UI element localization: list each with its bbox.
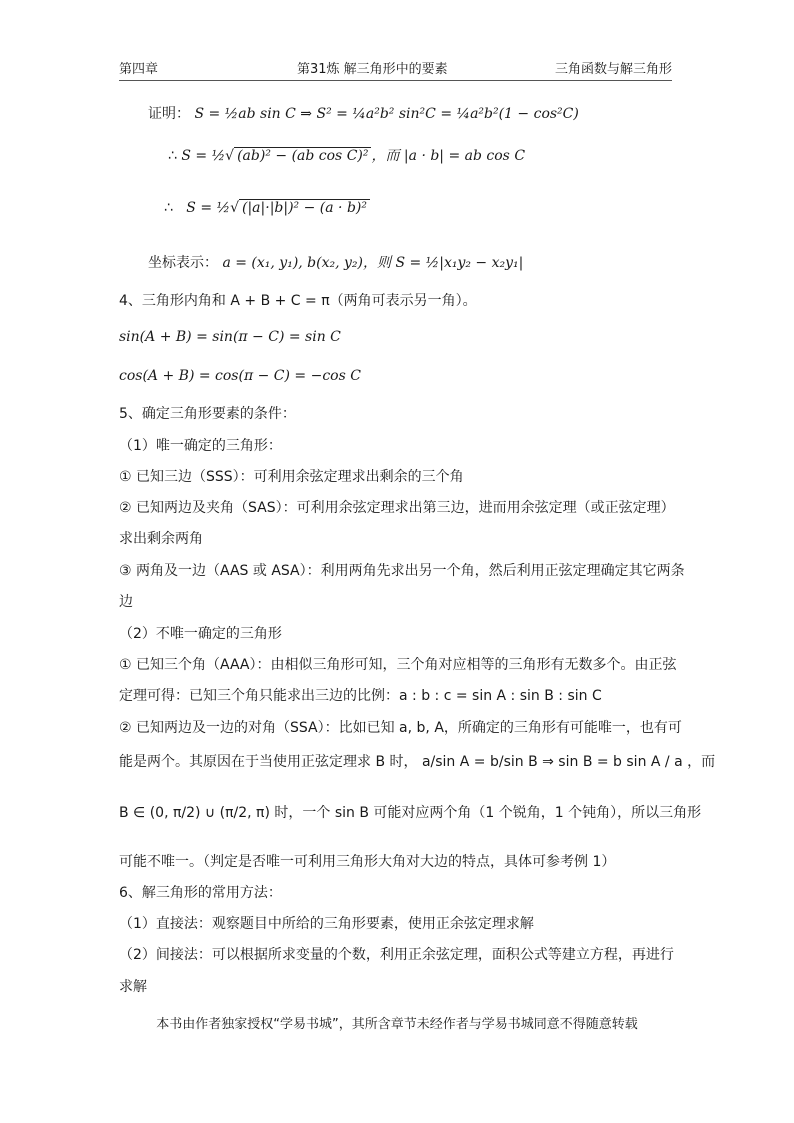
item5-p1: ① 已知三边（SSS）：可利用余弦定理求出剩余的三个角	[119, 469, 464, 485]
item6-method1: （1）直接法：观察题目中所给的三角形要素，使用正余弦定理求解	[119, 916, 534, 932]
item5-q1a: ① 已知三个角（AAA）：由相似三角形可知，三个角对应相等的三角形有无数多个。由正弦	[119, 657, 677, 673]
item5-title: 5、确定三角形要素的条件：	[119, 406, 296, 422]
header-section: 第31炼 解三角形中的要素	[297, 62, 448, 77]
proof-equation-3-root: (|a|·|b|)² − (a · b)²	[239, 199, 370, 216]
item5-p2b: 求出剩余两角	[119, 531, 203, 547]
item5-q1b: 定理可得：已知三个角只能求出三边的比例：a : b : c = sin A : sin B : sin C	[119, 688, 602, 704]
item5-p3a: ③ 两角及一边（AAS 或 ASA）：利用两角先求出另一个角，然后利用正弦定理确定其它两条	[119, 563, 685, 579]
item5-p3b: 边	[119, 594, 133, 610]
item4-title: 4、三角形内角和 A + B + C = π（两角可表示另一角）。	[119, 293, 477, 309]
item5-q2b: 能是两个。其原因在于当使用正弦定理求 B 时， a/sin A = b/sin B ⇒ sin B = b sin A / a ，而	[119, 754, 716, 770]
proof-equation-2-tail: ，而 |a · b| = ab cos C	[371, 148, 526, 164]
proof-line-4	[148, 253, 676, 273]
proof-equation-2-lhs: S = ½	[181, 148, 226, 164]
item6-method2a: （2）间接法：可以根据所求变量的个数，利用正余弦定理，面积公式等建立方程，再进行	[119, 947, 674, 963]
proof-line-2	[168, 146, 676, 166]
sqrt-symbol: √	[225, 148, 235, 164]
proof-line-1	[148, 104, 676, 124]
therefore-symbol: ∴	[164, 200, 173, 216]
page-header	[119, 58, 672, 81]
item5-sub1: （1）唯一确定的三角形：	[119, 438, 282, 454]
proof-equation-2-root: (ab)² − (ab cos C)²	[234, 147, 371, 164]
proof-equation-3-lhs: S = ½	[186, 200, 231, 216]
item5-q2c: B ∈ (0, π/2) ∪ (π/2, π) 时，一个 sin B 可能对应两个角（1 个锐角，1 个钝角），所以三角形	[119, 805, 702, 821]
item5-q2a: ② 已知两边及一边的对角（SSA）：比如已知 a, b, A，所确定的三角形有可能唯一，也有可	[119, 720, 682, 736]
proof-equation-1: S = ½ab sin C ⇒ S² = ¼a²b² sin²C = ¼a²b²(1 − cos²C)	[194, 106, 579, 122]
header-chapter: 第四章	[119, 62, 159, 77]
item6-method2b: 求解	[119, 979, 147, 995]
copyright-footer: 本书由作者独家授权“学易书城”，其所含章节未经作者与学易书城同意不得随意转载	[156, 1017, 638, 1032]
coordinate-label: 坐标表示：	[148, 255, 218, 271]
item5-q2d: 可能不唯一。（判定是否唯一可利用三角形大角对大边的特点，具体可参考例 1）	[119, 854, 616, 870]
sqrt-symbol: √	[230, 200, 239, 216]
proof-label: 证明：	[148, 106, 190, 122]
therefore-symbol: ∴	[168, 148, 177, 164]
header-topic: 三角函数与解三角形	[554, 62, 672, 77]
item6-title: 6、解三角形的常用方法：	[119, 885, 282, 901]
proof-line-3	[164, 198, 676, 218]
item5-sub2: （2）不唯一确定的三角形	[119, 626, 282, 642]
coordinate-equation: a = (x₁, y₁), b(x₂, y₂)，则 S = ½|x₁y₂ − x₂y₁|	[222, 255, 524, 271]
item4-sin-equation: sin(A + B) = sin(π − C) = sin C	[119, 329, 341, 345]
item5-p2a: ② 已知两边及夹角（SAS）：可利用余弦定理求出第三边，进而用余弦定理（或正弦定理）	[119, 500, 675, 516]
item4-cos-equation: cos(A + B) = cos(π − C) = −cos C	[119, 368, 361, 384]
